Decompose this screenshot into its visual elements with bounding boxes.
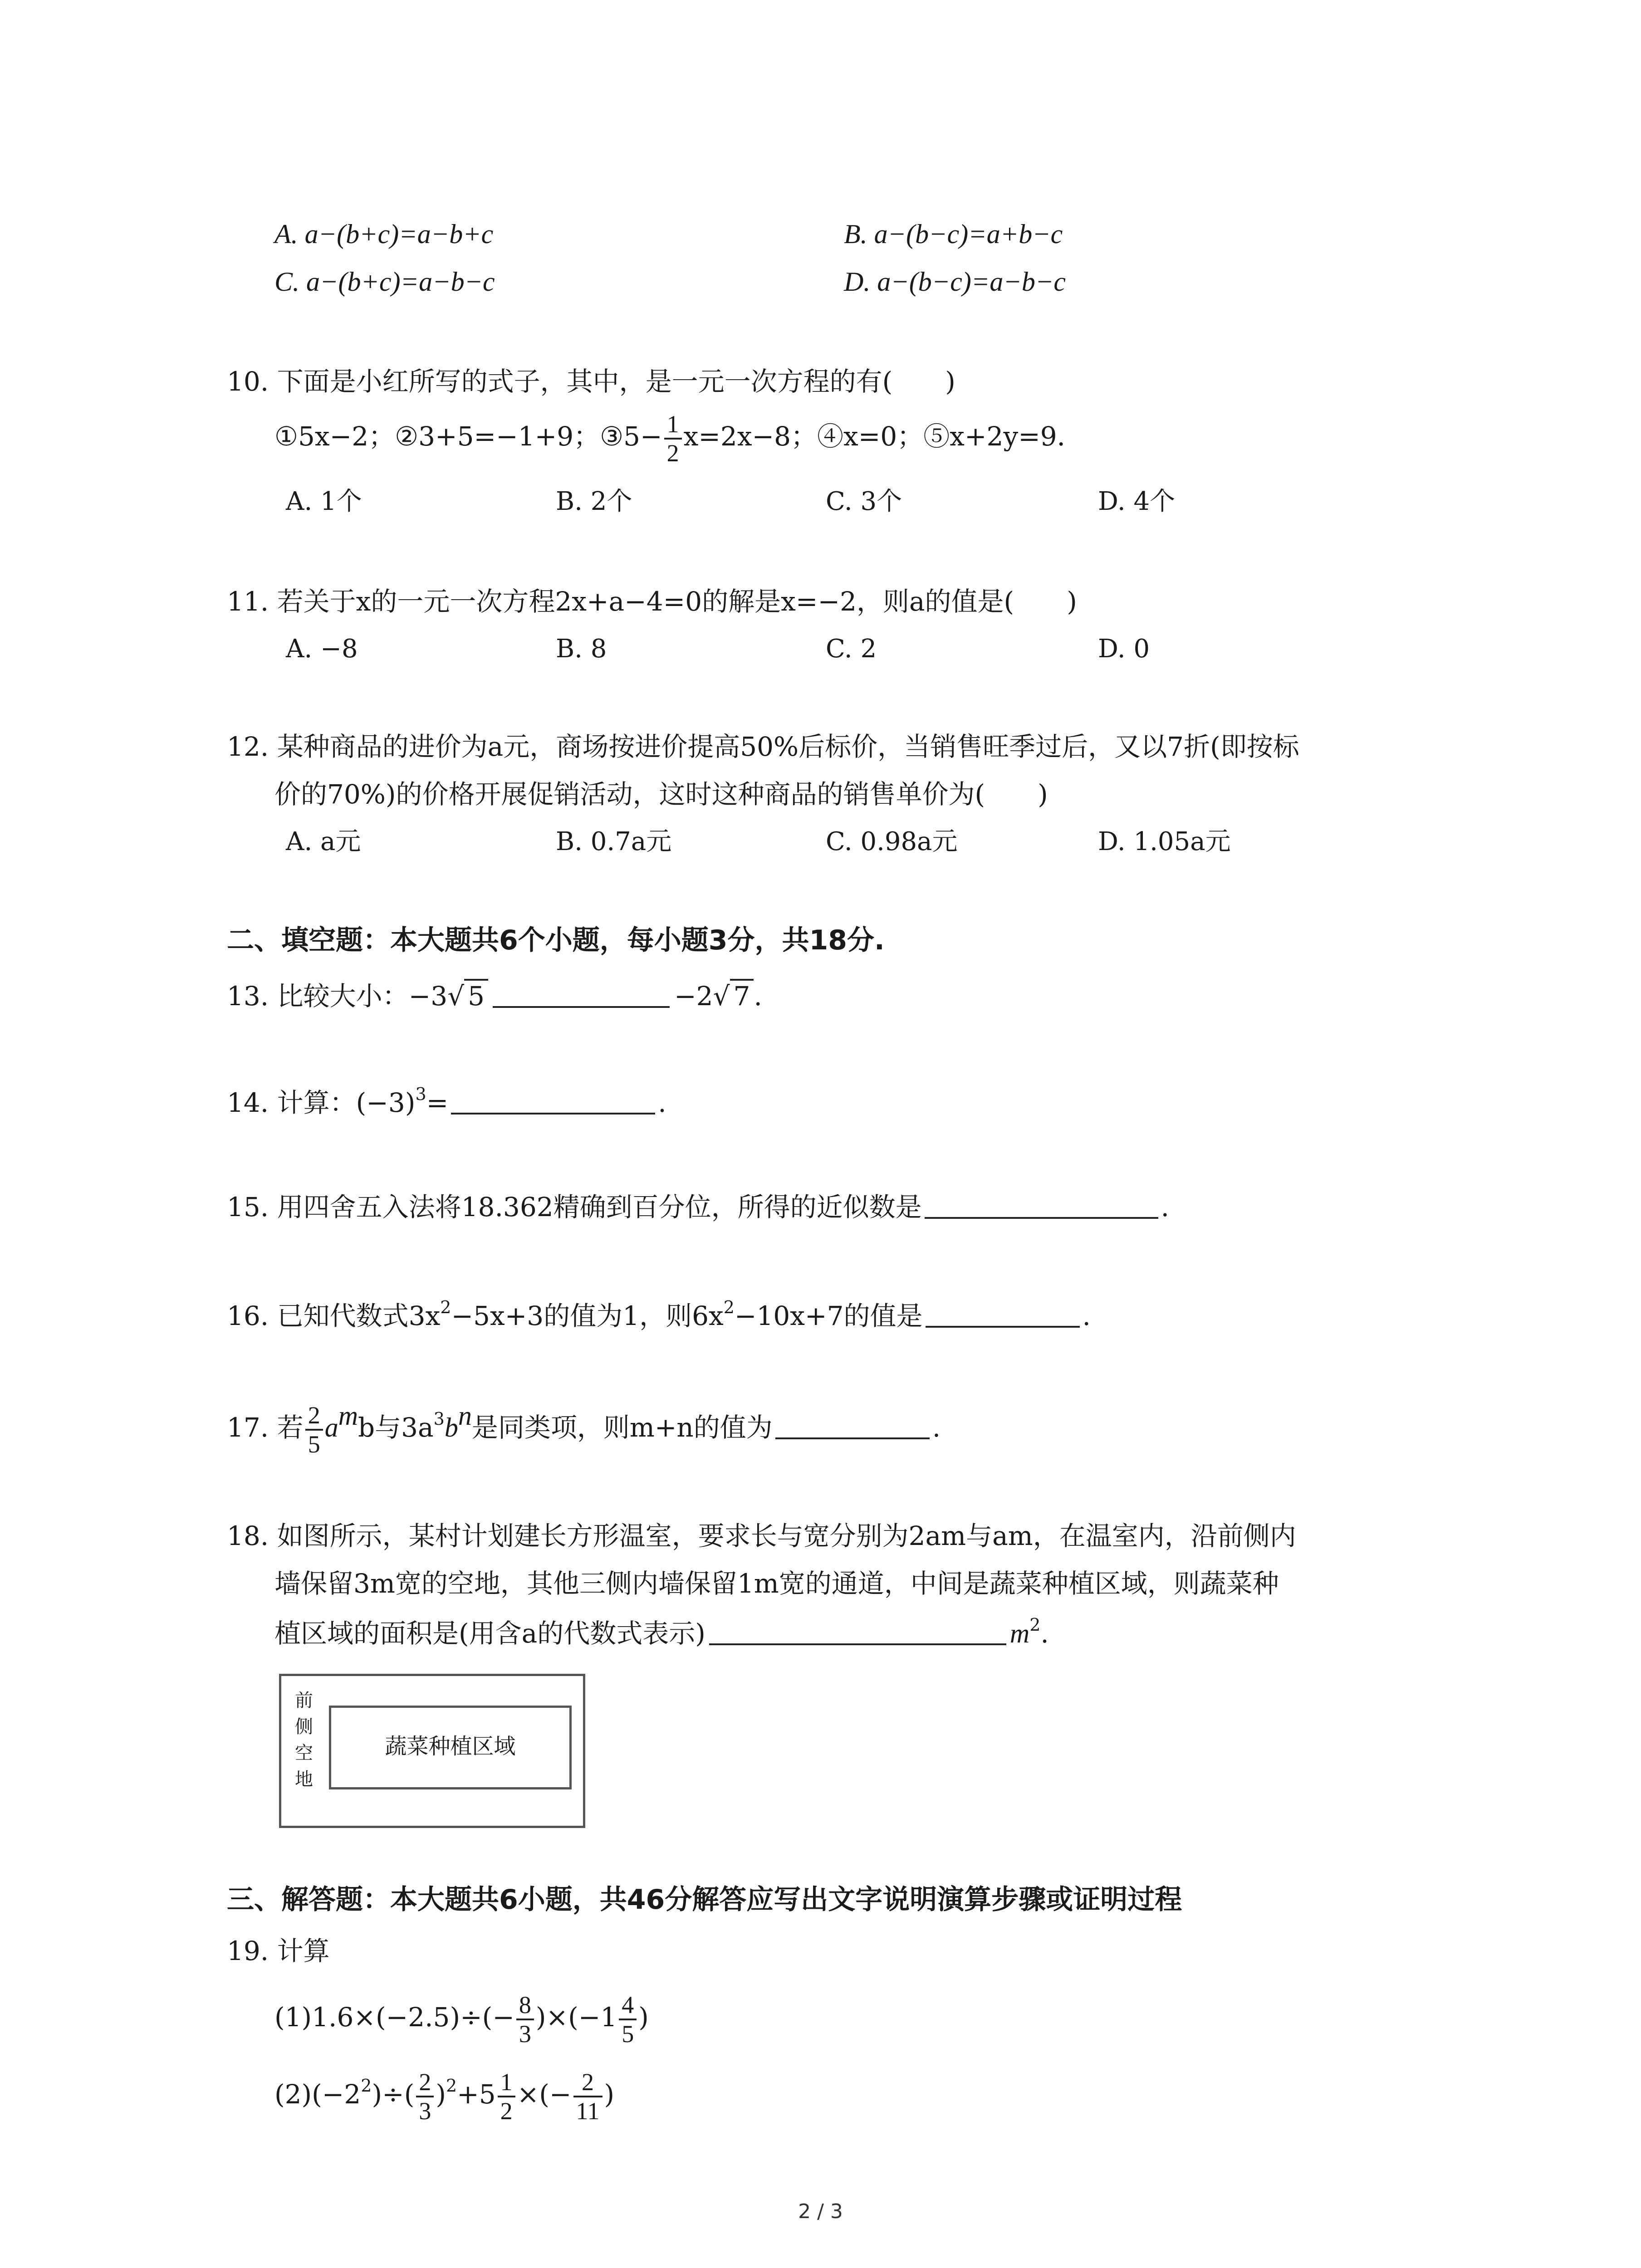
- q15-line: [227, 1191, 1169, 1223]
- q19-p1-b: )×(−1: [535, 2002, 617, 2033]
- q16-part-a: 16. 已知代数式3x: [227, 1300, 441, 1331]
- q19-p1-a: (1)1.6×(−2.5)÷(−: [274, 2002, 514, 2033]
- q18-line1: 18. 如图所示，某村计划建长方形温室，要求长与宽分别为2am与am，在温室内，沿前侧内: [227, 1520, 1296, 1551]
- q9-option-c: C. a−(b+c)=a−b−c: [274, 267, 495, 297]
- q19-p2-b: )÷(: [372, 2079, 415, 2110]
- q17-exponent-m: m: [338, 1401, 358, 1431]
- q9-option-d: D. a−(b−c)=a−b−c: [844, 267, 1066, 297]
- q19-p1-frac1: $\frac{8}{3}$: [516, 1991, 534, 2048]
- q18-unit-exponent: 2: [1029, 1615, 1041, 1635]
- q17-exponent-n: n: [458, 1401, 472, 1431]
- q14-answer-blank[interactable]: [451, 1087, 655, 1114]
- q9-option-b: B. a−(b−c)=a+b−c: [844, 219, 1063, 249]
- section-3-heading: 三、解答题：本大题共6小题，共46分解答应写出文字说明演算步骤或证明过程: [227, 1884, 1182, 1916]
- q13-period: .: [754, 981, 762, 1012]
- q18-line3: [274, 1617, 1049, 1650]
- q10-option-a: A. 1个: [286, 487, 362, 516]
- q19-p2-exp1: 2: [361, 2076, 372, 2096]
- q12-stem-line1: 12. 某种商品的进价为a元，商场按进价提高50%后标价，当销售旺季过后，又以7折(即按标: [227, 731, 1299, 762]
- q12-option-b: B. 0.7a元: [556, 827, 672, 856]
- q18-unit: m: [1009, 1618, 1030, 1648]
- q12-option-a: A. a元: [286, 827, 361, 856]
- q11-stem: 11. 若关于x的一元一次方程2x+a−4=0的解是x=−2，则a的值是( ): [227, 586, 1077, 617]
- q13-answer-blank[interactable]: [493, 981, 670, 1008]
- q17-fraction: $\frac{2}{5}$: [305, 1402, 323, 1458]
- q14-period: .: [658, 1087, 666, 1118]
- q16-exponent-2: 2: [723, 1297, 735, 1317]
- q17-var-a: a: [324, 1413, 338, 1443]
- q11-option-b: B. 8: [556, 634, 607, 664]
- q19-p2-a: (2)(−2: [274, 2079, 361, 2110]
- q14-line: [227, 1086, 666, 1119]
- q17-part-b: b与3a: [358, 1412, 434, 1443]
- q19-part-2: [274, 2068, 614, 2125]
- page-number: 2 / 3: [798, 2200, 843, 2223]
- front-side-label: 前侧空地: [295, 1690, 313, 1790]
- q17-line: [227, 1402, 941, 1458]
- q9-option-a: A. a−(b+c)=a−b+c: [274, 219, 494, 249]
- q19-p2-frac2: $\frac{1}{2}$: [498, 2068, 515, 2125]
- q13-prefix: 13. 比较大小：−3: [227, 981, 448, 1012]
- q13-line: [227, 980, 762, 1012]
- q16-line: [227, 1297, 1091, 1332]
- q11-option-d: D. 0: [1098, 634, 1150, 664]
- q14-prefix: 14. 计算：(−3): [227, 1087, 416, 1118]
- section-2-heading: 二、填空题：本大题共6个小题，每小题3分，共18分.: [227, 924, 885, 956]
- q17-answer-blank[interactable]: [775, 1412, 930, 1439]
- q15-prefix: 15. 用四舍五入法将18.362精确到百分位，所得的近似数是: [227, 1192, 922, 1222]
- q18-period: .: [1040, 1618, 1049, 1649]
- q19-p2-c: ): [436, 2079, 446, 2110]
- q15-answer-blank[interactable]: [925, 1192, 1158, 1219]
- q12-option-c: C. 0.98a元: [826, 827, 958, 856]
- q16-period: .: [1082, 1300, 1091, 1331]
- q17-part-d: 是同类项，则m+n的值为: [471, 1412, 773, 1443]
- q15-period: .: [1161, 1192, 1170, 1222]
- planting-area-label: 蔬菜种植区域: [385, 1734, 516, 1759]
- q16-answer-blank[interactable]: [926, 1300, 1080, 1328]
- q19-p1-c: ): [638, 2002, 649, 2033]
- q18-line3-text: 植区域的面积是(用含a的代数式表示): [274, 1618, 705, 1649]
- q10-option-d: D. 4个: [1098, 487, 1176, 516]
- q16-part-c: −10x+7的值是: [734, 1300, 923, 1331]
- q18-line2: 墙保留3m宽的空地，其他三侧内墙保留1m宽的通道，中间是蔬菜种植区域，则蔬菜种: [274, 1568, 1279, 1599]
- q12-option-d: D. 1.05a元: [1098, 827, 1231, 856]
- q19-p2-e: ×(−: [517, 2079, 572, 2110]
- q19-p2-frac3: $\frac{2}{11}$: [573, 2068, 603, 2125]
- q10-fraction: $\frac{1}{2}$: [664, 411, 682, 467]
- q10-items-b: x=2x−8；④x=0；⑤x+2y=9．: [683, 421, 1083, 452]
- q11-option-a: A. −8: [286, 634, 358, 664]
- q16-part-b: −5x+3的值为1，则6x: [451, 1300, 724, 1331]
- q10-option-c: C. 3个: [826, 487, 902, 516]
- q10-items-a: ①5x−2；②3+5=−1+9；③5−: [274, 421, 662, 452]
- q13-middle: −2: [674, 981, 713, 1012]
- q17-prefix: 17. 若: [227, 1412, 304, 1443]
- q19-p1-frac2: $\frac{4}{5}$: [619, 1991, 637, 2048]
- q17-var-b: b: [444, 1413, 458, 1443]
- q16-exponent-1: 2: [440, 1297, 451, 1317]
- q19-part-1: [274, 1991, 649, 2048]
- q10-option-b: B. 2个: [556, 487, 632, 516]
- q19-p2-exp2: 2: [446, 2076, 457, 2096]
- q19-p2-frac1: $\frac{2}{3}$: [416, 2068, 434, 2125]
- sqrt-seven: √ 7: [713, 980, 754, 1012]
- sqrt-five: √ 5: [447, 980, 488, 1012]
- q12-stem-line2: 价的70%)的价格开展促销活动，这时这种商品的销售单价为( ): [274, 779, 1048, 810]
- q14-equals: =: [426, 1087, 449, 1118]
- q17-exponent-3: 3: [433, 1409, 445, 1429]
- q10-stem: 10. 下面是小红所写的式子，其中，是一元一次方程的有( ): [227, 366, 955, 397]
- q19-title: 19. 计算: [227, 1936, 330, 1966]
- q19-p2-f: ): [604, 2079, 615, 2110]
- q11-option-c: C. 2: [826, 634, 877, 664]
- q18-answer-blank[interactable]: [709, 1618, 1006, 1645]
- q10-items: [274, 411, 1083, 467]
- q17-period: .: [932, 1412, 941, 1443]
- q14-exponent: 3: [415, 1084, 426, 1104]
- q19-p2-d: +5: [457, 2079, 496, 2110]
